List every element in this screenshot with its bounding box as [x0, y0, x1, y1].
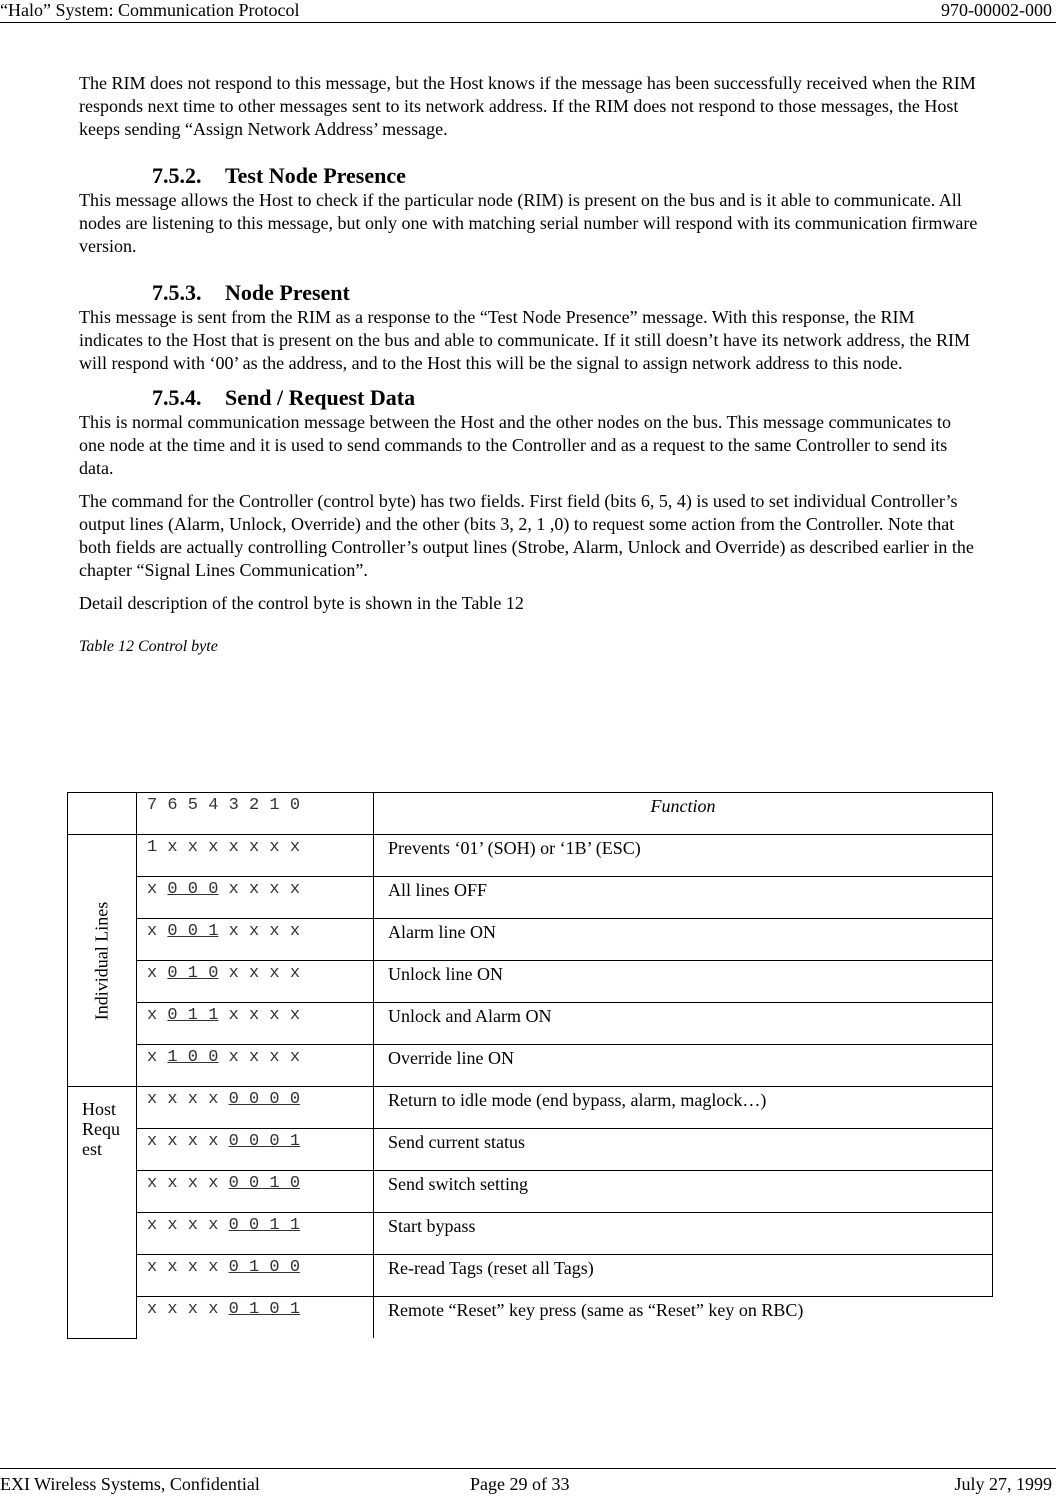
bit-pattern: 1 x x x x x x x	[137, 835, 374, 877]
function-description: Return to idle mode (end bypass, alarm, maglock…)	[374, 1087, 993, 1129]
bit-pattern: x 1 0 0 x x x x	[137, 1045, 374, 1087]
group-label-host-request: Host Request	[82, 1099, 120, 1159]
page-header	[0, 0, 1056, 23]
table-row	[68, 877, 993, 919]
table-row	[68, 1297, 993, 1339]
function-header: Function	[374, 793, 993, 835]
section-754-paragraph-2: The command for the Controller (control byte) has two fields. First field (bits 6, 5, 4) is used to set individual Controller’s output lines (Alarm, Unlock, Override) and the other (bits 3, 2, 1 ,0) to request some action from the Controller. Note that both fields are actually controlling Controller’s output lines (Strobe, Alarm, Unlock and Override) as described earlier in the chapter “Signal Lines Communication”.	[79, 491, 974, 580]
group-label-individual-lines: Individual Lines	[91, 901, 112, 1020]
bit-pattern: x x x x 0 0 0 0	[137, 1087, 374, 1129]
section-heading-753: 7.5.3. Node Present	[152, 280, 350, 305]
table-row	[68, 961, 993, 1003]
table-row	[68, 919, 993, 961]
table-header-row	[68, 793, 993, 835]
bit-pattern: x 0 1 0 x x x x	[137, 961, 374, 1003]
table-row	[68, 1171, 993, 1213]
section-752-paragraph: This message allows the Host to check if the particular node (RIM) is present on the bus and is it able to communicate. All nodes are listening to this message, but only one with matching serial number will respond with its communication firmware version.	[79, 190, 978, 256]
page-footer	[0, 1468, 1056, 1496]
section-heading-752: 7.5.2. Test Node Presence	[152, 163, 406, 188]
intro-paragraph: The RIM does not respond to this message, but the Host knows if the message has been successfully received when the RIM responds next time to other messages sent to its network address. If the RIM does not respond to those messages, the Host keeps sending “Assign Network Address’ message.	[79, 73, 976, 139]
function-description: Send current status	[374, 1129, 993, 1171]
table-caption: Table 12 Control byte	[79, 638, 218, 655]
control-byte-table	[67, 792, 993, 1339]
bit-pattern: x x x x 0 0 1 0	[137, 1171, 374, 1213]
bit-pattern: x x x x 0 1 0 0	[137, 1255, 374, 1297]
footer-company: EXI Wireless Systems, Confidential	[0, 1474, 260, 1494]
bit-pattern: x x x x 0 0 1 1	[137, 1213, 374, 1255]
table-row	[68, 1213, 993, 1255]
function-description: Alarm line ON	[374, 919, 993, 961]
section-heading-754: 7.5.4. Send / Request Data	[152, 385, 416, 410]
bit-pattern: x 0 1 1 x x x x	[137, 1003, 374, 1045]
header-title: “Halo” System: Communication Protocol	[0, 0, 300, 20]
page-content	[79, 72, 979, 657]
header-doc-number: 970-00002-000	[941, 0, 1052, 20]
section-754-paragraph-1: This is normal communication message between the Host and the other nodes on the bus. This message communicates to one node at the time and it is used to send commands to the Controller and as a request to the same Controller to send its data.	[79, 412, 951, 478]
section-754-paragraph-3: Detail description of the control byte is shown in the Table 12	[79, 593, 524, 613]
function-description: Start bypass	[374, 1213, 993, 1255]
function-description: Unlock line ON	[374, 961, 993, 1003]
table-row	[68, 1255, 993, 1297]
function-description: Remote “Reset” key press (same as “Reset” key on RBC)	[374, 1297, 993, 1339]
function-description: All lines OFF	[374, 877, 993, 919]
function-description: Unlock and Alarm ON	[374, 1003, 993, 1045]
section-753-paragraph: This message is sent from the RIM as a response to the “Test Node Presence” message. With this response, the RIM indicates to the Host that is present on the bus and able to communicate. If it still doesn’t have its network address, the RIM will respond with ‘00’ as the address, and to the Host this will be the signal to assign network address to this node.	[79, 307, 970, 373]
function-description: Send switch setting	[374, 1171, 993, 1213]
table-row	[68, 1129, 993, 1171]
footer-page-number: Page 29 of 33	[470, 1474, 570, 1494]
footer-date: July 27, 1999	[954, 1474, 1052, 1494]
bit-pattern: x 0 0 1 x x x x	[137, 919, 374, 961]
table-row	[68, 1003, 993, 1045]
function-description: Prevents ‘01’ (SOH) or ‘1B’ (ESC)	[374, 835, 993, 877]
function-description: Re-read Tags (reset all Tags)	[374, 1255, 993, 1297]
bits-header: 7 6 5 4 3 2 1 0	[137, 793, 374, 835]
bit-pattern: x x x x 0 0 0 1	[137, 1129, 374, 1171]
function-description: Override line ON	[374, 1045, 993, 1087]
bit-pattern: x x x x 0 1 0 1	[137, 1297, 374, 1339]
table-row	[68, 835, 993, 877]
table-row	[68, 1087, 993, 1129]
bit-pattern: x 0 0 0 x x x x	[137, 877, 374, 919]
table-row	[68, 1045, 993, 1087]
